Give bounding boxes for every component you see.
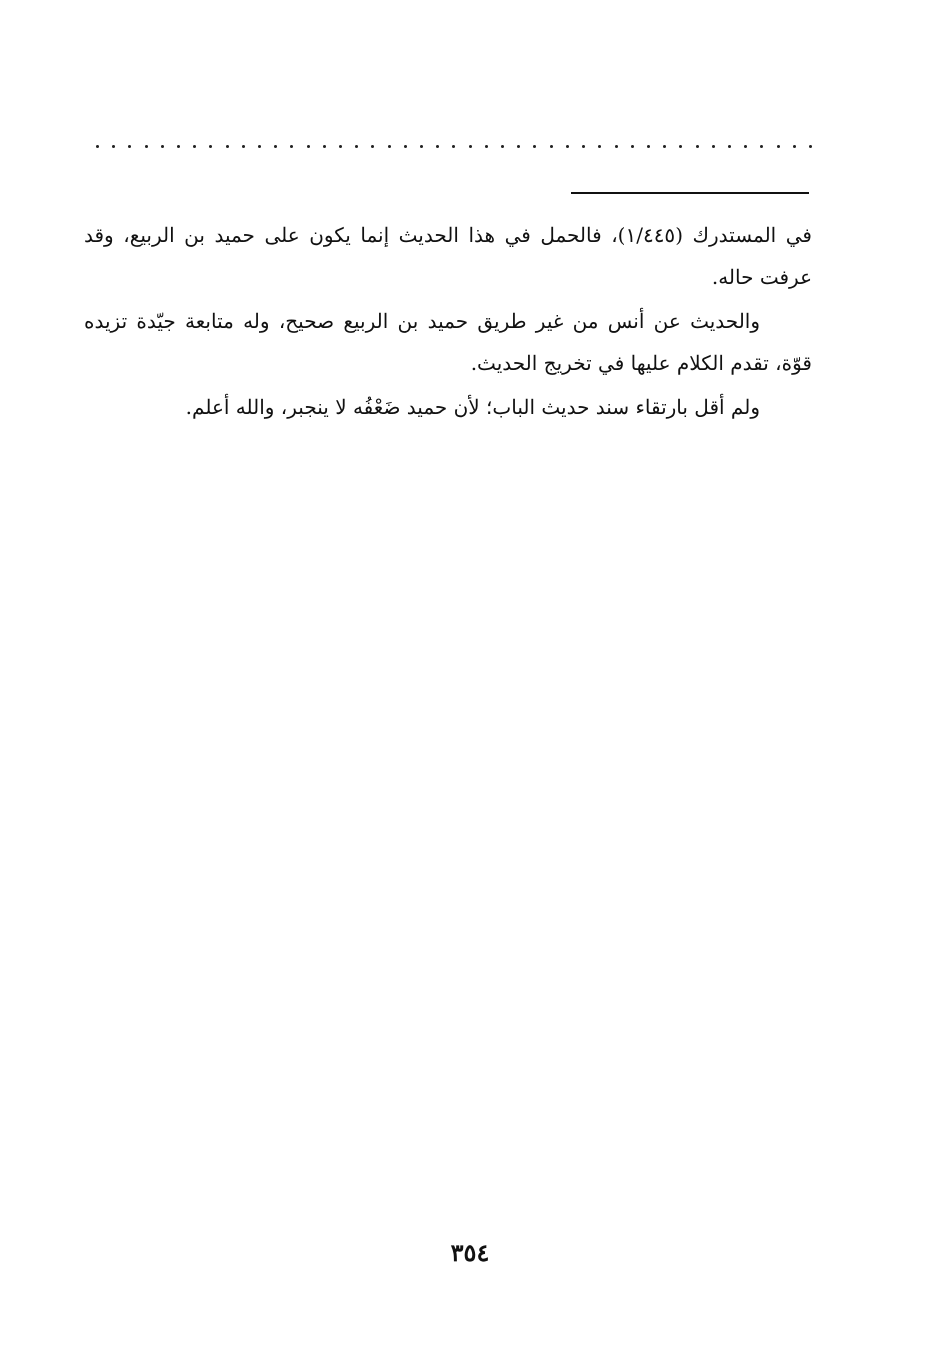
dot-mark xyxy=(128,145,131,148)
dot-mark xyxy=(485,145,488,148)
dot-mark xyxy=(566,145,569,148)
dot-mark xyxy=(809,145,812,148)
dot-mark xyxy=(615,145,618,148)
dot-mark xyxy=(744,145,747,148)
dot-mark xyxy=(647,145,650,148)
dot-mark xyxy=(598,145,601,148)
dot-mark xyxy=(226,145,229,148)
footnote-separator-line xyxy=(571,192,809,194)
dot-mark xyxy=(355,145,358,148)
footnote-paragraph-1: في المستدرك (١/٤٤٥)، فالحمل في هذا الحديث إنما يكون على حميد بن الربيع، وقد عرفت حاله. xyxy=(84,223,812,289)
dot-mark xyxy=(777,145,780,148)
dot-mark xyxy=(533,145,536,148)
footnote-paragraph-3: ولم أقل بارتقاء سند حديث الباب؛ لأن حميد ضَعْفُه لا ينجبر، والله أعلم. xyxy=(185,395,760,419)
dot-mark xyxy=(177,145,180,148)
dot-mark xyxy=(663,145,666,148)
dot-mark xyxy=(452,145,455,148)
dot-mark xyxy=(550,145,553,148)
dot-mark xyxy=(290,145,293,148)
dot-mark xyxy=(371,145,374,148)
dot-mark xyxy=(420,145,423,148)
dot-mark xyxy=(760,145,763,148)
dot-mark xyxy=(501,145,504,148)
dot-mark xyxy=(323,145,326,148)
dot-mark xyxy=(696,145,699,148)
dot-mark xyxy=(242,145,245,148)
dot-mark xyxy=(712,145,715,148)
footnote-text xyxy=(84,214,812,430)
page-number: ٣٥٤ xyxy=(450,1238,490,1267)
dot-mark xyxy=(112,145,115,148)
dot-mark xyxy=(582,145,585,148)
dot-mark xyxy=(161,145,164,148)
dot-mark xyxy=(679,145,682,148)
dot-mark xyxy=(258,145,261,148)
dot-mark xyxy=(404,145,407,148)
dot-mark xyxy=(517,145,520,148)
dot-mark xyxy=(388,145,391,148)
footnote-paragraph-2: والحديث عن أنس من غير طريق حميد بن الربيع صحيح، وله متابعة جيّدة تزيده قوّة، تقدم الكلام عليها في تخريج الحديث. xyxy=(84,309,812,375)
dot-mark xyxy=(145,145,148,148)
dot-mark xyxy=(469,145,472,148)
dot-mark xyxy=(793,145,796,148)
dot-mark xyxy=(728,145,731,148)
dot-mark xyxy=(307,145,310,148)
dot-mark xyxy=(96,145,99,148)
continuation-dots xyxy=(96,134,812,158)
dot-mark xyxy=(436,145,439,148)
dot-mark xyxy=(209,145,212,148)
dot-mark xyxy=(631,145,634,148)
dot-mark xyxy=(339,145,342,148)
dot-mark xyxy=(193,145,196,148)
dot-mark xyxy=(274,145,277,148)
